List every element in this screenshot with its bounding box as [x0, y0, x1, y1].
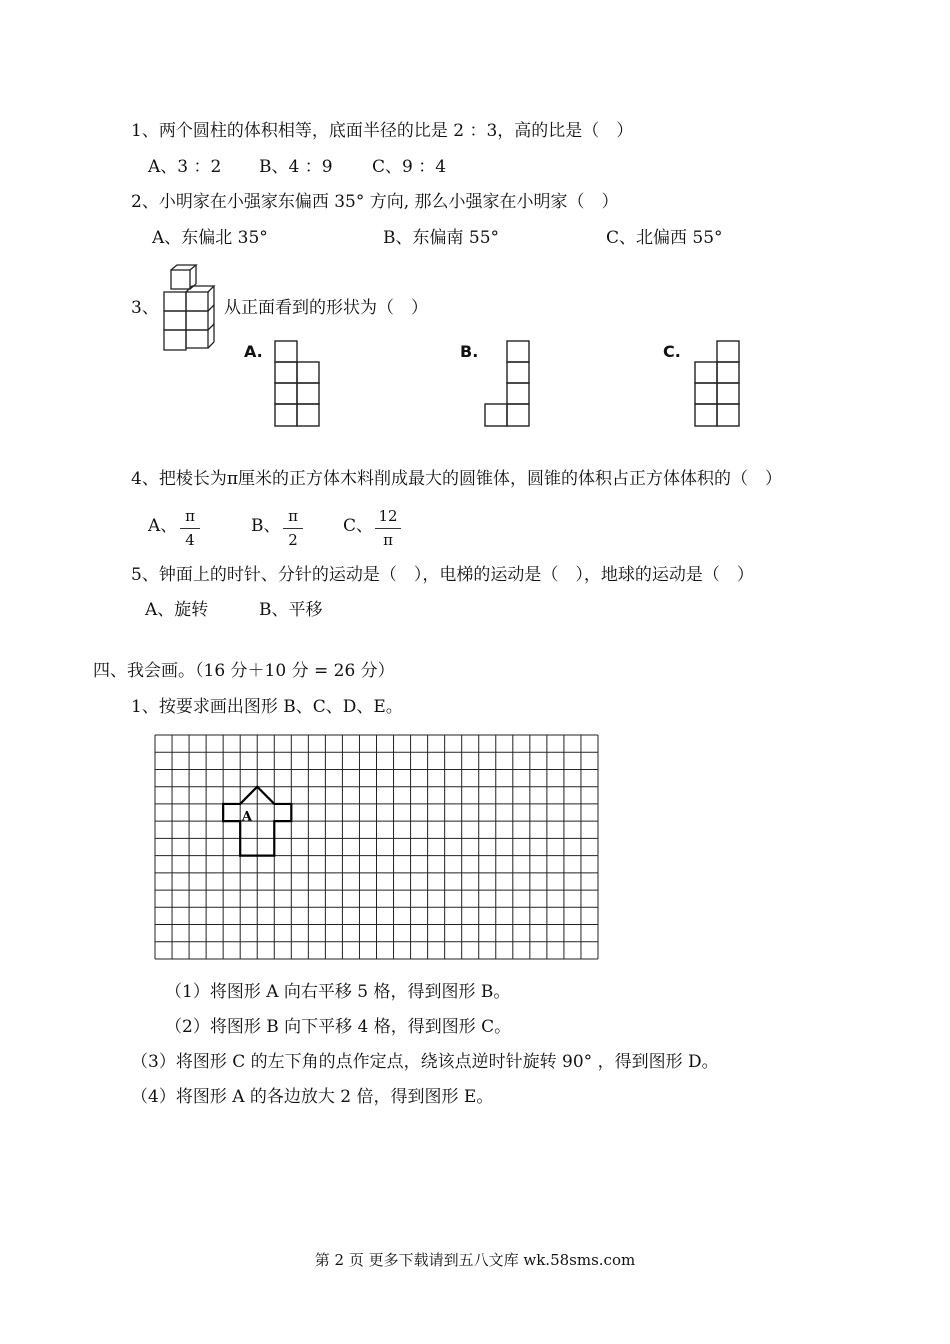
question-4-option-a-label: A、: [148, 516, 178, 536]
question-4-option-b-fraction: [283, 509, 303, 548]
step-1: （1）将图形 A 向右平移 5 格，得到图形 B。: [165, 982, 511, 1002]
question-2-option-b: B、东偏南 55°: [383, 228, 500, 248]
fraction-numerator: π: [288, 507, 298, 525]
question-4-stem: 4、把棱长为π厘米的正方体木料削成最大的圆锥体，圆锥的体积占正方体体积的（ ）: [131, 469, 782, 489]
question-1-option-b: B、4 ：9: [259, 157, 333, 177]
question-3-option-c-label: C.: [663, 342, 681, 361]
question-3-option-c-figure: [694, 340, 740, 428]
question-3-option-a-label: A.: [244, 342, 263, 361]
question-3-stem: 从正面看到的形状为（ ）: [224, 298, 428, 318]
question-1-stem: 1、两个圆柱的体积相等，底面半径的比是 2 ：3，高的比是（ ）: [131, 121, 634, 141]
question-4-option-c-label: C、: [343, 516, 374, 536]
figure-a-label: A: [241, 809, 252, 825]
question-4-option-a-fraction: [180, 509, 200, 548]
question-5-option-b: B、平移: [259, 600, 323, 620]
step-4: （4）将图形 A 的各边放大 2 倍，得到图形 E。: [131, 1087, 494, 1107]
question-4-option-c-fraction: [375, 509, 401, 548]
fraction-numerator: π: [185, 507, 195, 525]
page-footer: 第 2 页 更多下载请到五八文库 wk.58sms.com: [314, 1251, 636, 1269]
question-3-number: 3、: [131, 298, 159, 318]
fraction-denominator: π: [383, 531, 393, 549]
section-4-title: 四、我会画。（16 分＋10 分 = 26 分）: [93, 661, 395, 681]
question-3-option-b-label: B.: [460, 342, 479, 361]
question-3-option-b-figure: [484, 340, 530, 428]
question-1-option-c: C、9 ：4: [372, 157, 447, 177]
step-2: （2）将图形 B 向下平移 4 格，得到图形 C。: [165, 1017, 512, 1037]
question-1-option-a: A、3 ：2: [148, 157, 222, 177]
question-3-cube-stack-figure: [162, 264, 220, 354]
fraction-numerator: 12: [378, 507, 398, 525]
drawing-grid: [155, 735, 599, 960]
question-3-option-a-figure: [274, 340, 320, 428]
question-5-stem: 5、钟面上的时针、分针的运动是（ ），电梯的运动是（ ），地球的运动是（ ）: [131, 565, 754, 585]
question-5-option-a: A、旋转: [145, 600, 209, 620]
step-3: （3）将图形 C 的左下角的点作定点，绕该点逆时针旋转 90° ，得到图形 D。: [131, 1052, 719, 1072]
question-2-option-c: C、北偏西 55°: [606, 228, 723, 248]
section-4-question-1: 1、按要求画出图形 B、C、D、E。: [131, 697, 403, 717]
question-2-stem: 2、小明家在小强家东偏西 35° 方向, 那么小强家在小明家（ ）: [131, 192, 619, 212]
question-4-option-b-label: B、: [251, 516, 281, 536]
fraction-denominator: 4: [185, 531, 195, 549]
question-2-option-a: A、东偏北 35°: [152, 228, 268, 248]
fraction-denominator: 2: [288, 531, 298, 549]
